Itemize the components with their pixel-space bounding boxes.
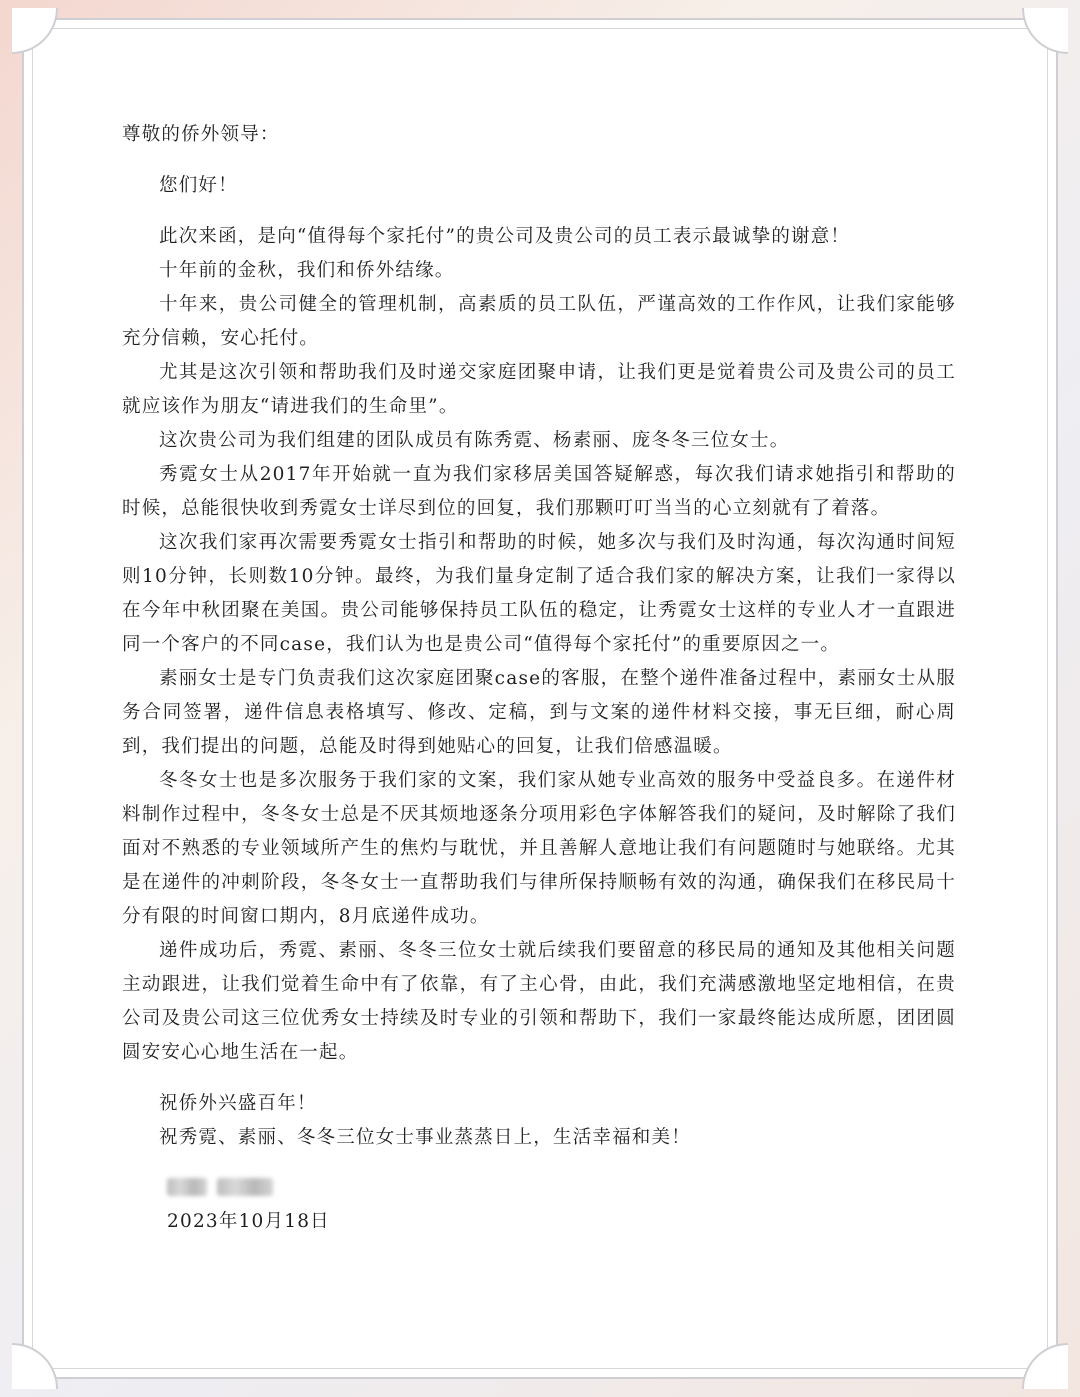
letter-body <box>122 118 956 1239</box>
blurred-name-part <box>217 1178 273 1196</box>
blurred-name-part <box>167 1178 207 1196</box>
letter-paragraph: 尤其是这次引领和帮助我们及时递交家庭团聚申请，让我们更是觉着贵公司及贵公司的员工就应该作为朋友“请进我们的生命里”。 <box>122 362 956 417</box>
letter-paragraph: 此次来函，是向“值得每个家托付”的贵公司及贵公司的员工表示最诚挚的谢意！ <box>159 226 851 247</box>
letter-greeting: 您们好！ <box>159 175 238 196</box>
letter-paragraph: 这次贵公司为我们组建的团队成员有陈秀霓、杨素丽、庞冬冬三位女士。 <box>159 430 790 451</box>
letter-paragraph: 冬冬女士也是多次服务于我们家的文案，我们家从她专业高效的服务中受益良多。在递件材料制作过程中，冬冬女士总是不厌其烦地逐条分项用彩色字体解答我们的疑问，及时解除了我们面对不熟悉的专业领域所产生的焦灼与耽忧，并且善解人意地让我们有问题随时与她联络。尤其是在递件的冲刺阶段，冬冬女士一直帮助我们与律所保持顺畅有效的沟通，确保我们在移民局十分有限的时间窗口期内，8月底递件成功。 <box>122 770 956 927</box>
letter-paragraph: 十年来，贵公司健全的管理机制，高素质的员工队伍，严谨高效的工作作风，让我们家能够充分信赖，安心托付。 <box>122 294 956 349</box>
letter-wish: 祝秀霓、素丽、冬冬三位女士事业蒸蒸日上，生活幸福和美！ <box>159 1127 691 1148</box>
blurred-signature <box>167 1169 956 1205</box>
letter-paragraph: 递件成功后，秀霓、素丽、冬冬三位女士就后续我们要留意的移民局的通知及其他相关问题主动跟进，让我们觉着生命中有了依靠，有了主心骨，由此，我们充满感激地坚定地相信，在贵公司及贵公司这三位优秀女士持续及时专业的引领和帮助下，我们一家最终能达成所愿，团团圆圆安安心心地生活在一起。 <box>122 940 956 1063</box>
letter-paragraph: 十年前的金秋，我们和侨外结缘。 <box>159 260 455 281</box>
letter-date: 2023年10月18日 <box>167 1211 330 1232</box>
letter-salutation: 尊敬的侨外领导： <box>122 124 280 145</box>
letter-paragraph: 这次我们家再次需要秀霓女士指引和帮助的时候，她多次与我们及时沟通，每次沟通时间短则10分钟，长则数10分钟。最终，为我们量身定制了适合我们家的解决方案，让我们一家得以在今年中秋团聚在美国。贵公司能够保持员工队伍的稳定，让秀霓女士这样的专业人才一直跟进同一个客户的不同case，我们认为也是贵公司“值得每个家托付”的重要原因之一。 <box>122 532 956 655</box>
letter-paragraph: 秀霓女士从2017年开始就一直为我们家移居美国答疑解惑，每次我们请求她指引和帮助的时候，总能很快收到秀霓女士详尽到位的回复，我们那颗叮叮当当的心立刻就有了着落。 <box>122 464 956 519</box>
letter-wish: 祝侨外兴盛百年！ <box>159 1093 317 1114</box>
letter-paragraph: 素丽女士是专门负责我们这次家庭团聚case的客服，在整个递件准备过程中，素丽女士从服务合同签署，递件信息表格填写、修改、定稿，到与文案的递件材料交接，事无巨细，耐心周到，我们提出的问题，总能及时得到她贴心的回复，让我们倍感温暖。 <box>122 668 956 757</box>
